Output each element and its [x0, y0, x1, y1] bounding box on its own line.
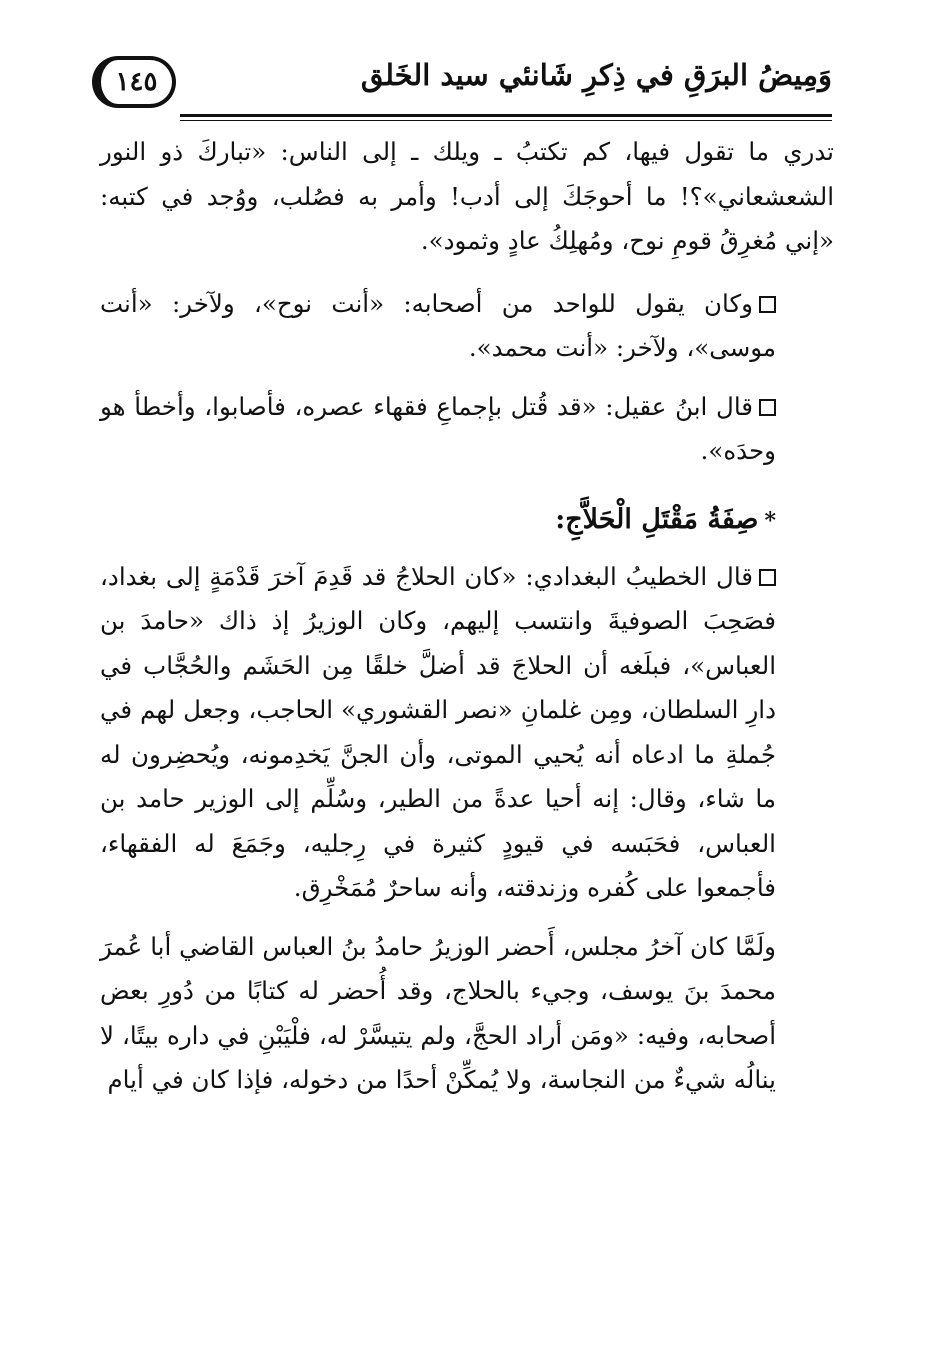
- section-heading-text: صِفَةُ مَقْتَلِ الْحَلاَّجِ:: [555, 503, 759, 535]
- page-body: [100, 130, 834, 1117]
- paragraph: [100, 385, 834, 474]
- paragraph: [100, 555, 834, 911]
- paragraph-marker-icon: [759, 569, 776, 586]
- section-heading: [100, 496, 834, 545]
- star-icon: *: [764, 507, 776, 534]
- paragraph-marker-icon: [759, 399, 776, 416]
- paragraph-continuation: [100, 130, 834, 264]
- paragraph-text: قال الخطيبُ البغدادي: «كان الحلاجُ قد قَدِمَ آخرَ قَدْمَةٍ إلى بغداد، فصَحِبَ الصوفيةَ وانتسب إليهم، وكان الوزيرُ إذ ذاك «حامدَ بن العباس»، فبلَغه أن الحلاجَ قد أضلَّ خلقًا مِن الحَشَم والحُجَّاب في دارِ السلطان، ومِن غلمانِ «نصر القشوري» الحاجب، وجعل لهم في جُملةِ ما ادعاه أنه يُحيي الموتى، وأن الجنَّ يَخدِمونه، ويُحضِرون له ما شاء، وقال: إنه أحيا عدةً من الطير، وسُلِّم إلى الوزير حامد بن العباس، فحَبَسه في قيودٍ كثيرة في رِجليه، وجَمَعَ له الفقهاء، فأجمعوا على كُفره وزندقته، وأنه ساحرٌ مُمَخْرِق.: [100, 561, 776, 902]
- header-rule: [180, 114, 832, 117]
- running-header: [92, 56, 832, 120]
- paragraph-text: قال ابنُ عقيل: «قد قُتل بإجماعِ فقهاء عصره، فأصابوا، وأخطأ هو وحدَه».: [100, 391, 776, 465]
- running-title: وَمِيضُ البرَقِ في ذِكرِ شَانئي سيد الخَلق: [360, 58, 832, 92]
- page-number: ١٤٥: [92, 56, 176, 108]
- paragraph-text: ولَمَّا كان آخرُ مجلس، أَحضر الوزيرُ حامدُ بنُ العباس القاضي أبا عُمرَ محمدَ بنَ يوسف، وجيء بالحلاج، وقد أُحضر له كتابًا من دُورِ بعض أصحابه، وفيه: «ومَن أراد الحجَّ، ولم يتيسَّرْ له، فلْيَبْنِ في داره بيتًا، لا ينالُه شيءٌ من النجاسة، ولا يُمكِّنْ أحدًا من دخوله، فإذا كان في أيام: [100, 931, 776, 1094]
- header-rule-thin: [180, 120, 832, 121]
- paragraph: [100, 925, 834, 1103]
- paragraph: [100, 282, 834, 371]
- paragraph-text: تدري ما تقول فيها، كم تكتبُ ـ ويلك ـ إلى الناس: «تباركَ ذو النور الشعشعاني»؟! ما أحوجَكَ إلى أدب! وأمر به فصُلب، ووُجد في كتبه: «إني مُغرِقُ قومِ نوح، ومُهلِكُ عادٍ وثمود».: [100, 137, 834, 255]
- paragraph-text: وكان يقول للواحد من أصحابه: «أنت نوح»، ولآخر: «أنت موسى»، ولآخر: «أنت محمد».: [100, 288, 776, 362]
- paragraph-marker-icon: [759, 296, 776, 313]
